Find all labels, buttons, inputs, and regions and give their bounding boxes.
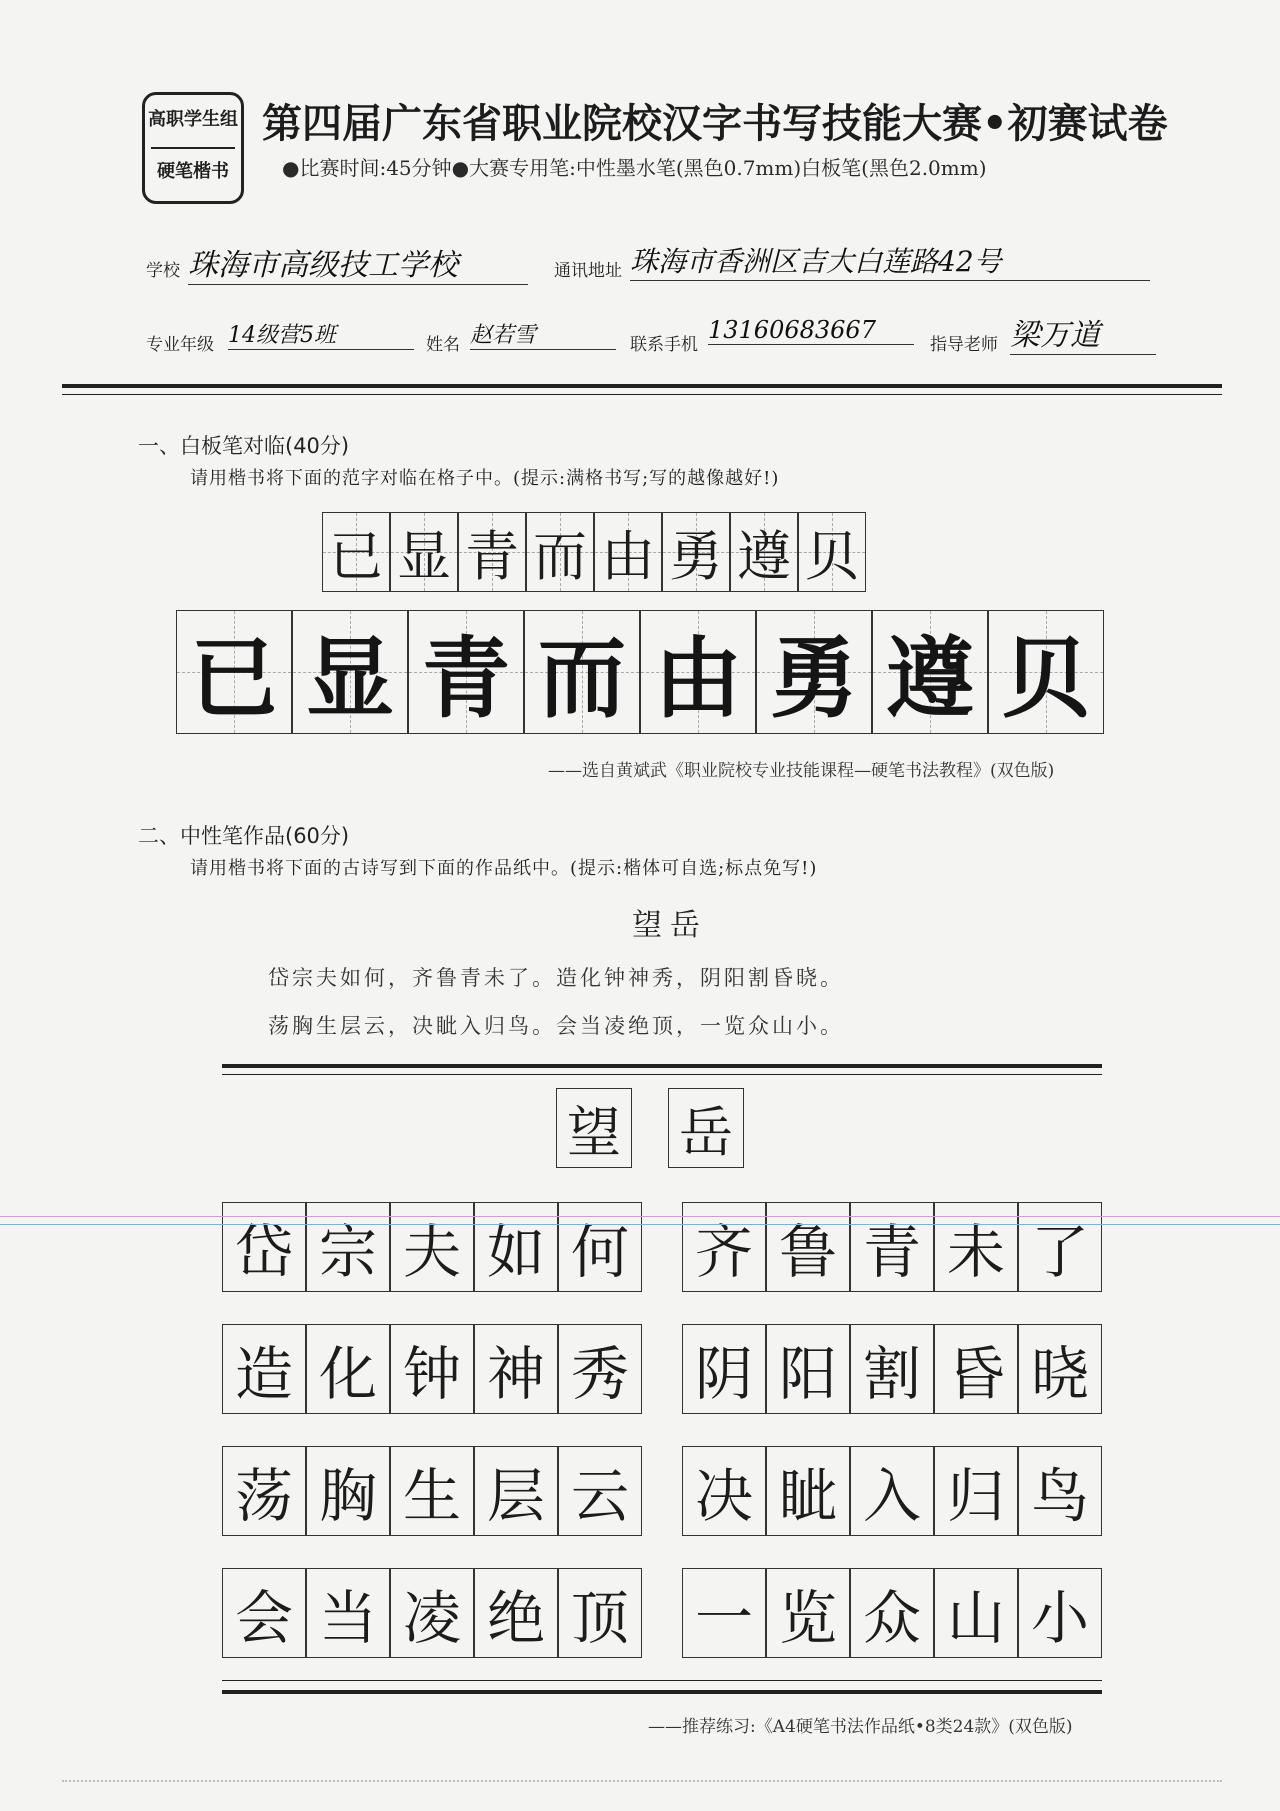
grid-char: 神 [486,1340,545,1408]
grid-char: 凌 [402,1584,461,1652]
grid-char: 生 [402,1462,461,1530]
grid-char: 众 [862,1584,921,1652]
poem-line-1: 岱宗夫如何，齐鲁青未了。造化钟神秀，阴阳割昏晓。 [268,966,844,990]
grid-char: 顶 [570,1584,629,1652]
artwork-bottom-border-thin [222,1680,1102,1681]
name-label: 姓名 [426,335,460,355]
copy-char-cell [292,610,408,734]
grid-char: 青 [421,626,510,730]
grid-char: 由 [653,626,742,730]
artwork-char-cell [850,1324,934,1414]
copy-char-cell [640,610,756,734]
grid-char: 昏 [946,1340,1005,1408]
artwork-char-cell [474,1568,558,1658]
artwork-char-cell [306,1324,390,1414]
artwork-top-border [222,1064,1102,1068]
grid-char: 而 [533,524,587,588]
section1-credit: ——选自黄斌武《职业院校专业技能课程—硬笔书法教程》(双色版) [548,761,1055,781]
model-char-cell [662,512,730,592]
artwork-char-cell [390,1568,474,1658]
section2-instruction: 请用楷书将下面的古诗写到下面的作品纸中。(提示:楷体可自选;标点免写!) [190,858,818,879]
grid-char: 阴 [694,1340,753,1408]
section2-heading: 二、中性笔作品(60分) [138,824,350,848]
artwork-char-cell [222,1568,306,1658]
artwork-char-cell [222,1324,306,1414]
badge-divider [151,147,235,149]
badge-group-label: 高职学生组 [148,109,238,130]
artwork-char-cell [934,1568,1018,1658]
grid-char: 显 [305,626,394,730]
grid-char: 鲁 [778,1218,837,1286]
artwork-char-cell [1018,1446,1102,1536]
phone-field[interactable]: 13160683667 [708,316,914,345]
section1-heading: 一、白板笔对临(40分) [138,434,350,458]
artwork-char-cell [474,1446,558,1536]
artwork-char-cell [766,1324,850,1414]
grid-char: 造 [234,1340,293,1408]
grid-char: 青 [862,1218,921,1286]
grid-char: 了 [1030,1218,1089,1286]
artwork-char-cell [558,1568,642,1658]
grid-char: 云 [570,1462,629,1530]
artwork-char-cell [934,1446,1018,1536]
copy-char-cell [408,610,524,734]
artwork-char-cell [682,1324,766,1414]
artwork-title-cell [668,1088,744,1168]
grid-char: 会 [234,1584,293,1652]
artwork-char-cell [558,1446,642,1536]
grid-char: 割 [862,1340,921,1408]
grid-char: 小 [1030,1584,1089,1652]
artwork-char-cell [390,1446,474,1536]
artwork-footer: ——推荐练习:《A4硬笔书法作品纸•8类24款》(双色版) [648,1717,1073,1737]
artwork-char-cell [934,1324,1018,1414]
model-char-cell [526,512,594,592]
grid-char: 眦 [778,1462,837,1530]
exam-title: 第四届广东省职业院校汉字书写技能大赛•初赛试卷 [262,101,1168,147]
grid-char: 贝 [1001,626,1090,730]
artwork-char-cell [850,1568,934,1658]
model-char-cell [594,512,662,592]
grid-char: 已 [189,626,278,730]
grid-char: 岳 [679,1100,733,1164]
grade-field[interactable]: 14级营5班 [228,318,414,350]
grid-char: 鸟 [1030,1462,1089,1530]
poem-title: 望岳 [632,908,708,943]
artwork-top-border-thin [222,1074,1102,1075]
artwork-char-cell [222,1446,306,1536]
scan-line-pink [0,1216,1280,1217]
grid-char: 显 [397,524,451,588]
model-char-cell [390,512,458,592]
grade-label: 专业年级 [146,335,214,355]
address-label: 通讯地址 [554,261,622,281]
copy-char-cell [524,610,640,734]
grid-char: 山 [946,1584,1005,1652]
artwork-char-cell [682,1568,766,1658]
header-divider [62,384,1222,388]
grid-char: 夫 [402,1218,461,1286]
badge-style-label: 硬笔楷书 [157,161,229,182]
grid-char: 一 [694,1584,753,1652]
artwork-bottom-border [222,1690,1102,1694]
grid-char: 归 [946,1462,1005,1530]
grid-char: 荡 [234,1462,293,1530]
grid-char: 遵 [737,524,791,588]
grid-char: 已 [329,524,383,588]
teacher-field[interactable]: 梁万道 [1010,310,1156,355]
grid-char: 青 [465,524,519,588]
artwork-title-cell [556,1088,632,1168]
grid-char: 胸 [318,1462,377,1530]
grid-char: 入 [862,1462,921,1530]
teacher-label: 指导老师 [930,335,998,355]
grid-char: 勇 [769,626,858,730]
grid-char: 勇 [669,524,723,588]
grid-char: 秀 [570,1340,629,1408]
grid-char: 决 [694,1462,753,1530]
grid-char: 由 [601,524,655,588]
grid-char: 如 [486,1218,545,1286]
address-field[interactable]: 珠海市香洲区吉大白莲路42号 [630,240,1150,281]
copy-char-cell [872,610,988,734]
artwork-char-cell [766,1446,850,1536]
phone-label: 联系手机 [630,335,698,355]
artwork-char-cell [474,1324,558,1414]
model-char-cell [322,512,390,592]
copy-char-cell [988,610,1104,734]
grid-char: 遵 [885,626,974,730]
artwork-char-cell [766,1568,850,1658]
grid-char: 宗 [318,1218,377,1286]
grid-char: 未 [946,1218,1005,1286]
grid-char: 望 [567,1100,621,1164]
grid-char: 层 [486,1462,545,1530]
grid-char: 而 [537,626,626,730]
scan-noise-strip [62,1780,1222,1782]
artwork-char-cell [682,1446,766,1536]
grid-char: 贝 [805,524,859,588]
grid-char: 齐 [694,1218,753,1286]
exam-subtitle: ●比赛时间:45分钟●大赛专用笔:中性墨水笔(黑色0.7mm)白板笔(黑色2.0mm) [282,156,987,180]
artwork-char-cell [306,1446,390,1536]
scan-line-blue [0,1224,1280,1225]
artwork-char-cell [1018,1324,1102,1414]
model-char-cell [798,512,866,592]
grid-char: 何 [570,1218,629,1286]
model-char-cell [458,512,526,592]
name-field[interactable]: 赵若雪 [470,318,616,350]
poem-line-2: 荡胸生层云，决眦入归鸟。会当凌绝顶，一览众山小。 [268,1014,844,1038]
model-char-cell [730,512,798,592]
grid-char: 绝 [486,1584,545,1652]
artwork-char-cell [390,1324,474,1414]
grid-char: 岱 [234,1218,293,1286]
grid-char: 晓 [1030,1340,1089,1408]
artwork-char-cell [306,1568,390,1658]
artwork-char-cell [850,1446,934,1536]
section1-instruction: 请用楷书将下面的范字对临在格子中。(提示:满格书写;写的越像越好!) [190,468,780,489]
grid-char: 钟 [402,1340,461,1408]
grid-char: 览 [778,1584,837,1652]
grid-char: 阳 [778,1340,837,1408]
grid-char: 当 [318,1584,377,1652]
grid-char: 化 [318,1340,377,1408]
school-field[interactable]: 珠海市高级技工学校 [188,240,528,285]
header-divider-thin [62,394,1222,395]
artwork-char-cell [1018,1568,1102,1658]
group-badge [142,92,244,204]
artwork-char-cell [558,1324,642,1414]
copy-char-cell [176,610,292,734]
school-label: 学校 [146,261,180,281]
copy-char-cell [756,610,872,734]
